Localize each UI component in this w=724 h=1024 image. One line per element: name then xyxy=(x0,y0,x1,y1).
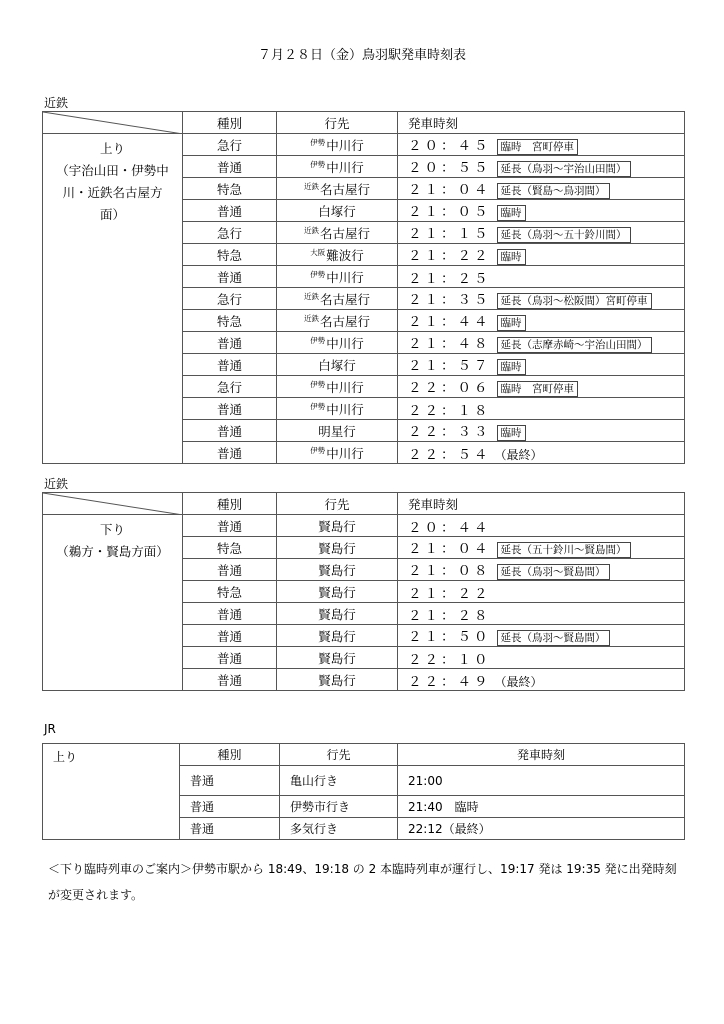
train-type: 急行 xyxy=(183,134,277,156)
train-type: 普通 xyxy=(183,354,277,376)
departure-time-cell xyxy=(398,156,685,178)
departure-time-cell xyxy=(398,354,685,376)
departure-time: ２１：３５ xyxy=(408,292,491,308)
jr-destination: 伊勢市行き xyxy=(280,796,398,818)
destination-name: 名古屋行 xyxy=(319,225,370,241)
departure-time: ２０：４５ xyxy=(408,138,491,154)
departure-time-cell xyxy=(398,310,685,332)
destination-name: 中川行 xyxy=(326,401,364,417)
departure-time-cell xyxy=(398,647,685,669)
service-note: （最終） xyxy=(494,674,543,689)
departure-time: ２２：５４ xyxy=(408,446,491,463)
train-type: 普通 xyxy=(183,398,277,420)
service-note-badge: 延長（鳥羽～賢島間） xyxy=(497,630,610,646)
destination xyxy=(277,420,398,442)
destination xyxy=(277,625,398,647)
destination xyxy=(277,559,398,581)
jr-departure-time: 22:12（最終） xyxy=(398,818,685,840)
destination xyxy=(277,244,398,266)
service-note: （最終） xyxy=(494,447,543,462)
jr-direction-label: 上り xyxy=(53,750,78,764)
destination xyxy=(277,222,398,244)
destination-prefix: 近鉄 xyxy=(303,291,319,301)
kintetsu-up-label: 近鉄 xyxy=(44,96,69,110)
service-note-badge: 延長（鳥羽～松阪間）宮町停車 xyxy=(497,293,652,309)
destination-name: 賢島行 xyxy=(318,672,356,688)
destination xyxy=(277,442,398,464)
header-row xyxy=(43,112,685,134)
page-title: ７月２８日（金）鳥羽駅発車時刻表 xyxy=(257,48,466,63)
train-type: 普通 xyxy=(183,200,277,222)
jr-header-time: 発車時刻 xyxy=(398,744,685,766)
timetable-row xyxy=(43,515,685,537)
direction-label: 下り （鵜方・賢島方面） xyxy=(56,522,169,559)
departure-time-cell xyxy=(398,288,685,310)
jr-destination: 亀山行き xyxy=(280,766,398,796)
service-note-badge: 臨時 xyxy=(497,205,526,221)
departure-time-cell xyxy=(398,420,685,442)
kintetsu-up-table xyxy=(42,111,685,464)
jr-direction-cell xyxy=(43,744,180,840)
destination-name: 中川行 xyxy=(326,335,364,351)
kintetsu-down-label: 近鉄 xyxy=(44,477,69,491)
departure-time-cell xyxy=(398,266,685,288)
destination xyxy=(277,603,398,625)
service-note-badge: 臨時 xyxy=(497,249,526,265)
train-type: 普通 xyxy=(183,647,277,669)
departure-time: ２１：０４ xyxy=(408,541,491,557)
departure-time-cell xyxy=(398,515,685,537)
destination-name: 名古屋行 xyxy=(319,181,370,197)
service-note-badge: 延長（賢島～鳥羽間） xyxy=(497,183,610,199)
departure-time: ２１：５０ xyxy=(408,629,491,645)
departure-time-cell xyxy=(398,559,685,581)
train-type: 急行 xyxy=(183,376,277,398)
destination xyxy=(277,310,398,332)
departure-time-cell xyxy=(398,222,685,244)
destination-name: 中川行 xyxy=(326,379,364,395)
departure-time: ２０：４４ xyxy=(408,519,491,536)
header-diagonal-cell xyxy=(43,493,183,515)
train-type: 普通 xyxy=(183,669,277,691)
jr-train-type: 普通 xyxy=(180,818,280,840)
departure-time: ２１：２２ xyxy=(408,248,491,264)
jr-header-dest: 行先 xyxy=(280,744,398,766)
jr-destination: 多気行き xyxy=(280,818,398,840)
departure-time: ２１：１５ xyxy=(408,226,491,242)
departure-time-cell xyxy=(398,398,685,420)
jr-header-type: 種別 xyxy=(180,744,280,766)
departure-time: ２２：１８ xyxy=(408,402,491,419)
jr-departure-time: 21:00 xyxy=(398,766,685,796)
departure-time-cell xyxy=(398,134,685,156)
train-type: 普通 xyxy=(183,156,277,178)
destination-prefix: 伊勢 xyxy=(310,445,326,455)
header-time: 発車時刻 xyxy=(398,112,685,134)
departure-time: ２２：０６ xyxy=(408,380,491,396)
destination-name: 賢島行 xyxy=(318,628,356,644)
destination xyxy=(277,266,398,288)
jr-train-type: 普通 xyxy=(180,766,280,796)
header-row xyxy=(43,744,685,766)
train-type: 特急 xyxy=(183,310,277,332)
departure-time: ２１：４８ xyxy=(408,336,491,352)
service-note-badge: 延長（五十鈴川～賢島間） xyxy=(497,542,631,558)
destination-name: 難波行 xyxy=(326,247,364,263)
train-type: 普通 xyxy=(183,332,277,354)
departure-time: ２１：５７ xyxy=(408,358,491,374)
destination-name: 中川行 xyxy=(326,445,364,461)
destination xyxy=(277,200,398,222)
jr-train-type: 普通 xyxy=(180,796,280,818)
departure-time: ２２：３３ xyxy=(408,424,491,440)
destination-name: 賢島行 xyxy=(318,606,356,622)
departure-time: ２２：１０ xyxy=(408,651,491,668)
destination-name: 中川行 xyxy=(326,159,364,175)
direction-cell xyxy=(43,134,183,464)
diagonal-line xyxy=(43,493,183,515)
destination xyxy=(277,537,398,559)
destination-prefix: 伊勢 xyxy=(310,379,326,389)
destination-prefix: 伊勢 xyxy=(310,159,326,169)
train-type: 特急 xyxy=(183,581,277,603)
kintetsu-down-table xyxy=(42,492,685,691)
jr-label: JR xyxy=(44,722,56,736)
destination-prefix: 近鉄 xyxy=(303,225,319,235)
departure-time-cell xyxy=(398,581,685,603)
destination-name: 白塚行 xyxy=(318,357,356,373)
train-type: 普通 xyxy=(183,559,277,581)
timetable-row xyxy=(43,134,685,156)
destination-name: 明星行 xyxy=(318,423,356,439)
service-note-badge: 延長（鳥羽～賢島間） xyxy=(497,564,610,580)
destination xyxy=(277,398,398,420)
train-type: 普通 xyxy=(183,266,277,288)
departure-time: ２１：０４ xyxy=(408,182,491,198)
jr-departure-time: 21:40 臨時 xyxy=(398,796,685,818)
diagonal-line xyxy=(43,112,183,134)
direction-cell xyxy=(43,515,183,691)
destination-name: 賢島行 xyxy=(318,650,356,666)
departure-time: ２１：０８ xyxy=(408,563,491,579)
header-type: 種別 xyxy=(183,493,277,515)
footer-note: ＜下り臨時列車のご案内＞伊勢市駅から 18:49、19:18 の 2 本臨時列車が運行し、19:17 発は 19:35 発に出発時刻が変更されます。 xyxy=(48,862,677,902)
destination xyxy=(277,669,398,691)
service-note-badge: 延長（志摩赤崎～宇治山田間） xyxy=(497,337,652,353)
departure-time-cell xyxy=(398,669,685,691)
train-type: 特急 xyxy=(183,178,277,200)
departure-time-cell xyxy=(398,178,685,200)
train-type: 特急 xyxy=(183,244,277,266)
header-dest: 行先 xyxy=(277,493,398,515)
destination xyxy=(277,332,398,354)
departure-time: ２１：２８ xyxy=(408,607,491,624)
destination xyxy=(277,156,398,178)
destination xyxy=(277,515,398,537)
destination-prefix: 伊勢 xyxy=(310,137,326,147)
destination xyxy=(277,647,398,669)
destination xyxy=(277,354,398,376)
header-dest: 行先 xyxy=(277,112,398,134)
destination-name: 名古屋行 xyxy=(319,313,370,329)
service-note-badge: 臨時 宮町停車 xyxy=(497,139,579,155)
service-note-badge: 延長（鳥羽～宇治山田間） xyxy=(497,161,631,177)
destination-name: 名古屋行 xyxy=(319,291,370,307)
train-type: 普通 xyxy=(183,515,277,537)
train-type: 急行 xyxy=(183,288,277,310)
service-note-badge: 臨時 宮町停車 xyxy=(497,381,579,397)
departure-time: ２２：４９ xyxy=(408,673,491,690)
departure-time-cell xyxy=(398,442,685,464)
service-note-badge: 延長（鳥羽～五十鈴川間） xyxy=(497,227,631,243)
direction-label: 上り （宇治山田・伊勢中 川・近鉄名古屋方 面） xyxy=(56,141,169,222)
departure-time-cell xyxy=(398,603,685,625)
header-diagonal-cell xyxy=(43,112,183,134)
departure-time: ２１：０５ xyxy=(408,204,491,220)
destination-prefix: 伊勢 xyxy=(310,269,326,279)
train-type: 普通 xyxy=(183,625,277,647)
destination-name: 中川行 xyxy=(326,137,364,153)
service-note-badge: 臨時 xyxy=(497,359,526,375)
train-type: 普通 xyxy=(183,442,277,464)
departure-time-cell xyxy=(398,200,685,222)
destination-name: 白塚行 xyxy=(318,203,356,219)
train-type: 特急 xyxy=(183,537,277,559)
destination-name: 中川行 xyxy=(326,269,364,285)
jr-table xyxy=(42,743,685,840)
train-type: 普通 xyxy=(183,603,277,625)
destination-name: 賢島行 xyxy=(318,562,356,578)
train-type: 普通 xyxy=(183,420,277,442)
train-type: 急行 xyxy=(183,222,277,244)
destination xyxy=(277,376,398,398)
destination xyxy=(277,288,398,310)
departure-time-cell xyxy=(398,244,685,266)
destination-prefix: 伊勢 xyxy=(310,335,326,345)
departure-time-cell xyxy=(398,625,685,647)
departure-time: ２１：２２ xyxy=(408,585,491,602)
header-time: 発車時刻 xyxy=(398,493,685,515)
destination xyxy=(277,178,398,200)
service-note-badge: 臨時 xyxy=(497,315,526,331)
header-row xyxy=(43,493,685,515)
destination-prefix: 近鉄 xyxy=(303,181,319,191)
destination xyxy=(277,581,398,603)
service-note-badge: 臨時 xyxy=(497,425,526,441)
header-type: 種別 xyxy=(183,112,277,134)
destination-name: 賢島行 xyxy=(318,584,356,600)
departure-time-cell xyxy=(398,537,685,559)
departure-time-cell xyxy=(398,332,685,354)
departure-time: ２１：２５ xyxy=(408,270,491,287)
destination-prefix: 近鉄 xyxy=(303,313,319,323)
destination-name: 賢島行 xyxy=(318,540,356,556)
destination-prefix: 大阪 xyxy=(310,247,326,257)
departure-time-cell xyxy=(398,376,685,398)
destination xyxy=(277,134,398,156)
departure-time: ２１：４４ xyxy=(408,314,491,330)
destination-prefix: 伊勢 xyxy=(310,401,326,411)
destination-name: 賢島行 xyxy=(318,518,356,534)
departure-time: ２０：５５ xyxy=(408,160,491,176)
